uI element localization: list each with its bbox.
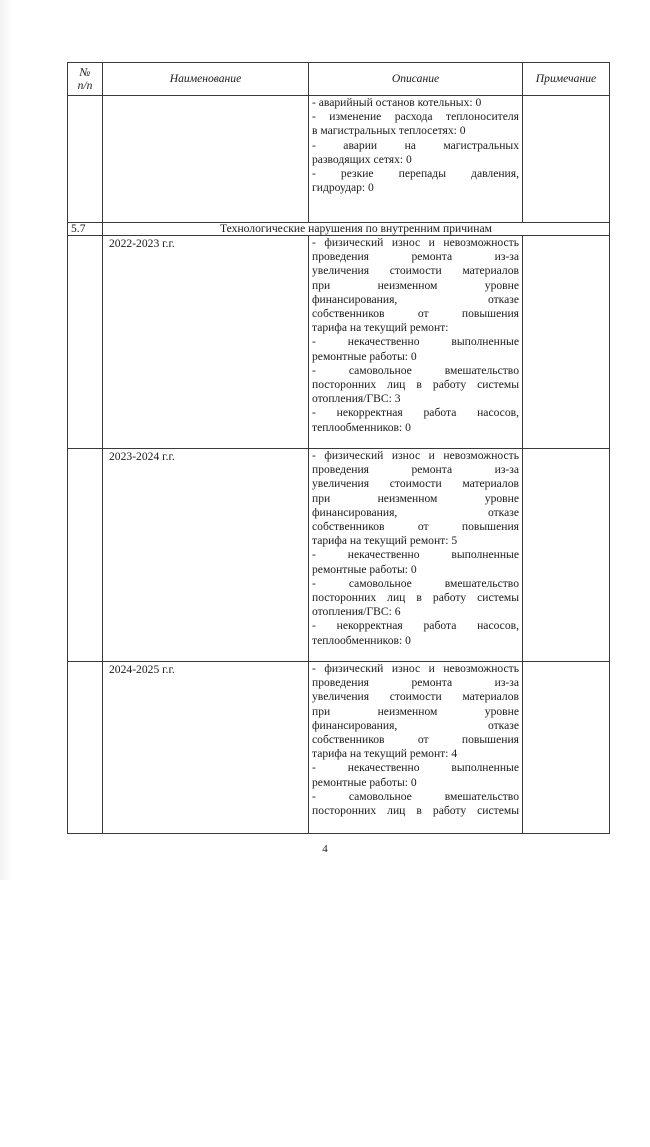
desc-line: теплообменников: 0 xyxy=(312,633,411,647)
cell-note xyxy=(523,236,610,449)
desc-line: разводящих сетях: 0 xyxy=(312,152,412,166)
desc-line: теплообменников: 0 xyxy=(312,420,411,434)
desc-line: - физический износ и невозможность xyxy=(312,236,519,249)
cell-note xyxy=(523,449,610,662)
header-description: Описание xyxy=(309,63,523,96)
desc-line: ремонтные работы: 0 xyxy=(312,775,417,789)
desc-line: собственников от повышения xyxy=(312,307,519,321)
desc-line: при неизменном уровне xyxy=(312,491,519,505)
desc-line: - некачественно выполненные xyxy=(312,761,519,775)
desc-line: собственников от повышения xyxy=(312,520,519,534)
desc-line: увеличения стоимости материалов xyxy=(312,477,519,491)
desc-line: проведения ремонта из-за xyxy=(312,463,519,477)
desc-line: отопления/ГВС: 3 xyxy=(312,392,401,406)
desc-line: тарифа на текущий ремонт: xyxy=(312,321,449,335)
desc-line: - аварийный останов котельных: 0 xyxy=(312,96,482,109)
desc-line: - резкие перепады давления, xyxy=(312,167,519,181)
table-row-period xyxy=(68,449,610,662)
table-row-continued xyxy=(68,96,610,223)
desc-line: - аварии на магистральных xyxy=(312,138,519,152)
cell-number xyxy=(68,449,103,662)
desc-line: ремонтные работы: 0 xyxy=(312,349,417,363)
desc-line: - физический износ и невозможность xyxy=(312,449,519,462)
cell-note xyxy=(523,662,610,834)
cell-name xyxy=(103,96,309,223)
desc-line: в магистральных теплосетях: 0 xyxy=(312,124,466,138)
desc-line: посторонних лиц в работу системы xyxy=(312,591,519,605)
desc-line: при неизменном уровне xyxy=(312,704,519,718)
desc-line: финансирования, отказе xyxy=(312,718,519,732)
desc-line: при неизменном уровне xyxy=(312,278,519,292)
desc-line: ремонтные работы: 0 xyxy=(312,562,417,576)
header-note: Примечание xyxy=(523,63,610,96)
cell-number xyxy=(68,236,103,449)
header-number-line2: п/п xyxy=(77,79,93,92)
desc-line: - изменение расхода теплоносителя xyxy=(312,110,519,124)
period-year: 2023-2024 г.г. xyxy=(103,449,309,662)
scan-edge-shadow xyxy=(0,0,12,880)
desc-line: собственников от повышения xyxy=(312,733,519,747)
desc-line: увеличения стоимости материалов xyxy=(312,264,519,278)
cell-description xyxy=(309,236,523,449)
desc-line: тарифа на текущий ремонт: 5 xyxy=(312,534,458,548)
cell-number xyxy=(68,96,103,223)
header-number xyxy=(68,63,103,96)
cell-number xyxy=(68,662,103,834)
cell-description xyxy=(309,449,523,662)
page-number: 4 xyxy=(322,843,328,855)
desc-line: финансирования, отказе xyxy=(312,505,519,519)
desc-line: - самовольное вмешательство xyxy=(312,363,519,377)
cell-description xyxy=(309,96,523,223)
header-number-line1: № xyxy=(79,66,91,79)
desc-line: финансирования, отказе xyxy=(312,292,519,306)
cell-note xyxy=(523,96,610,223)
desc-line: - физический износ и невозможность xyxy=(312,662,519,675)
section-number: 5.7 xyxy=(68,223,103,236)
desc-line: проведения ремонта из-за xyxy=(312,676,519,690)
header-name: Наименование xyxy=(103,63,309,96)
period-year: 2024-2025 г.г. xyxy=(103,662,309,834)
desc-line: тарифа на текущий ремонт: 4 xyxy=(312,747,458,761)
desc-line: увеличения стоимости материалов xyxy=(312,690,519,704)
table-row-period xyxy=(68,236,610,449)
table-row-period xyxy=(68,662,610,834)
section-title: Технологические нарушения по внутренним причинам xyxy=(103,223,610,236)
desc-line: проведения ремонта из-за xyxy=(312,250,519,264)
desc-line: - некачественно выполненные xyxy=(312,548,519,562)
table-header-row xyxy=(68,63,610,96)
desc-line: посторонних лиц в работу системы xyxy=(312,378,519,392)
desc-line: - некачественно выполненные xyxy=(312,335,519,349)
cell-description xyxy=(309,662,523,834)
data-table xyxy=(67,62,610,834)
desc-line: - самовольное вмешательство xyxy=(312,576,519,590)
section-row xyxy=(68,223,610,236)
desc-line: - самовольное вмешательство xyxy=(312,789,519,803)
desc-line: - некорректная работа насосов, xyxy=(312,406,519,420)
period-year: 2022-2023 г.г. xyxy=(103,236,309,449)
desc-line: отопления/ГВС: 6 xyxy=(312,605,401,619)
desc-line: посторонних лиц в работу системы xyxy=(312,804,519,818)
desc-line: гидроудар: 0 xyxy=(312,181,374,195)
desc-line: - некорректная работа насосов, xyxy=(312,619,519,633)
